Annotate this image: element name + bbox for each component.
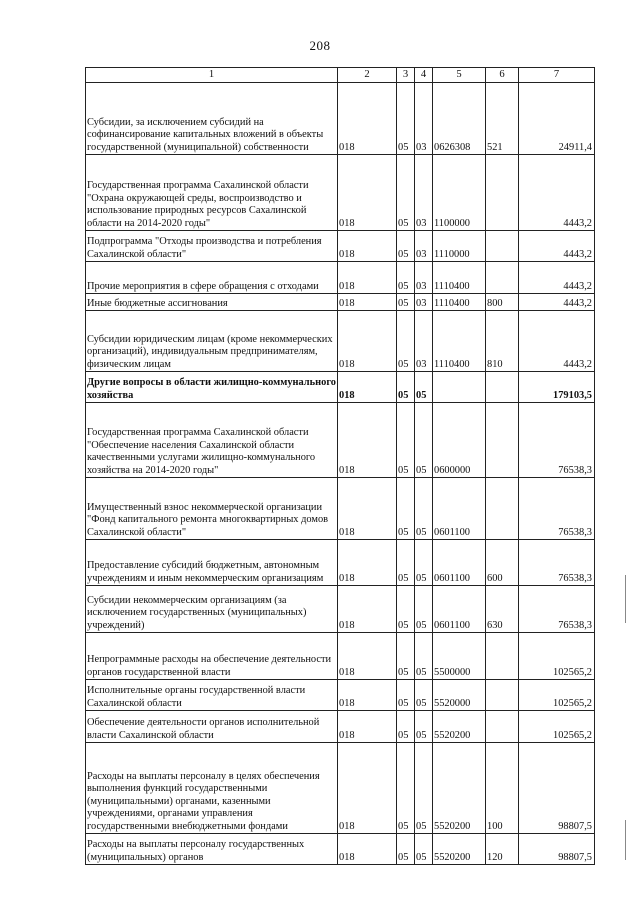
table-row [86,372,595,403]
row-pr-code: 03 [415,155,433,231]
table-header-row [86,68,595,83]
column-header-7: 7 [519,68,595,83]
column-header-4: 4 [415,68,433,83]
table-row [86,262,595,294]
row-rz-code: 05 [397,262,415,294]
row-name: Предоставление субсидий бюджетным, автономным учреждениям и иным некоммерческим организациям [86,540,338,586]
row-pr-code: 05 [415,680,433,711]
table-row [86,834,595,865]
row-gr-code: 018 [338,680,397,711]
row-csr-code: 5500000 [433,633,486,680]
row-csr-code: 1100000 [433,155,486,231]
row-csr-code: 1110000 [433,231,486,262]
row-name: Иные бюджетные ассигнования [86,294,338,311]
row-gr-code: 018 [338,231,397,262]
row-pr-code: 05 [415,540,433,586]
row-gr-code: 018 [338,262,397,294]
row-csr-code [433,372,486,403]
row-csr-code: 0600000 [433,403,486,478]
row-vr-code [486,231,519,262]
table-row [86,680,595,711]
row-sum: 98807,5 [519,834,595,865]
row-name: Расходы на выплаты персоналу в целях обеспечения выполнения функций государственными (муниципальными) органами, казенными учреждениями, органами управления государственными внебюджетными фондами [86,743,338,834]
row-csr-code: 0601100 [433,540,486,586]
row-sum: 76538,3 [519,478,595,540]
row-name: Прочие мероприятия в сфере обращения с отходами [86,262,338,294]
row-sum: 98807,5 [519,743,595,834]
row-csr-code: 0626308 [433,83,486,155]
row-gr-code: 018 [338,155,397,231]
row-rz-code: 05 [397,372,415,403]
row-name: Расходы на выплаты персоналу государственных (муниципальных) органов [86,834,338,865]
row-sum: 179103,5 [519,372,595,403]
row-csr-code: 1110400 [433,311,486,372]
row-name: Обеспечение деятельности органов исполнительной власти Сахалинской области [86,711,338,743]
row-sum: 4443,2 [519,294,595,311]
row-vr-code: 100 [486,743,519,834]
row-gr-code: 018 [338,83,397,155]
row-gr-code: 018 [338,586,397,633]
row-gr-code: 018 [338,711,397,743]
row-sum: 102565,2 [519,711,595,743]
table-row [86,711,595,743]
table-row [86,478,595,540]
row-gr-code: 018 [338,372,397,403]
row-rz-code: 05 [397,540,415,586]
row-vr-code [486,155,519,231]
row-csr-code: 5520200 [433,743,486,834]
row-csr-code: 0601100 [433,478,486,540]
row-rz-code: 05 [397,311,415,372]
row-gr-code: 018 [338,403,397,478]
row-csr-code: 1110400 [433,262,486,294]
row-pr-code: 05 [415,743,433,834]
table-row [86,294,595,311]
row-pr-code: 05 [415,633,433,680]
row-vr-code [486,403,519,478]
row-sum: 102565,2 [519,633,595,680]
row-rz-code: 05 [397,83,415,155]
table-row [86,83,595,155]
row-name: Непрограммные расходы на обеспечение деятельности органов государственной власти [86,633,338,680]
scan-edge-mark [625,820,626,860]
row-gr-code: 018 [338,311,397,372]
row-csr-code: 5520200 [433,711,486,743]
page-number: 208 [309,38,331,53]
table-row [86,743,595,834]
table-row [86,403,595,478]
row-pr-code: 03 [415,83,433,155]
row-sum: 76538,3 [519,540,595,586]
row-rz-code: 05 [397,711,415,743]
row-sum: 4443,2 [519,231,595,262]
row-name: Субсидии некоммерческим организациям (за исключением государственных (муниципальных) учреждений) [86,586,338,633]
row-pr-code: 03 [415,231,433,262]
row-name: Государственная программа Сахалинской области "Обеспечение населения Сахалинской области качественными услугами жилищно-коммунального хозяйства на 2014-2020 годы" [86,403,338,478]
row-rz-code: 05 [397,743,415,834]
row-sum: 24911,4 [519,83,595,155]
row-gr-code: 018 [338,633,397,680]
row-pr-code: 05 [415,372,433,403]
row-pr-code: 05 [415,478,433,540]
row-gr-code: 018 [338,834,397,865]
row-pr-code: 03 [415,294,433,311]
row-rz-code: 05 [397,294,415,311]
row-name: Другие вопросы в области жилищно-коммунального хозяйства [86,372,338,403]
row-rz-code: 05 [397,680,415,711]
row-rz-code: 05 [397,633,415,680]
row-gr-code: 018 [338,478,397,540]
budget-table [85,67,595,865]
table-row [86,633,595,680]
column-header-1: 1 [86,68,338,83]
column-header-5: 5 [433,68,486,83]
column-header-3: 3 [397,68,415,83]
row-gr-code: 018 [338,743,397,834]
row-gr-code: 018 [338,540,397,586]
row-csr-code: 5520200 [433,834,486,865]
row-sum: 4443,2 [519,155,595,231]
table-row [86,540,595,586]
row-vr-code: 600 [486,540,519,586]
row-rz-code: 05 [397,834,415,865]
row-vr-code: 630 [486,586,519,633]
row-gr-code: 018 [338,294,397,311]
table-row [86,155,595,231]
table-row [86,231,595,262]
row-pr-code: 05 [415,711,433,743]
row-vr-code [486,633,519,680]
row-csr-code: 5520000 [433,680,486,711]
row-vr-code [486,478,519,540]
row-sum: 4443,2 [519,262,595,294]
row-name: Субсидии юридическим лицам (кроме некоммерческих организаций), индивидуальным предпринимателям, физическим лицам [86,311,338,372]
row-csr-code: 0601100 [433,586,486,633]
column-header-6: 6 [486,68,519,83]
row-csr-code: 1110400 [433,294,486,311]
row-vr-code: 800 [486,294,519,311]
row-rz-code: 05 [397,478,415,540]
row-name: Государственная программа Сахалинской области "Охрана окружающей среды, воспроизводство и использование природных ресурсов Сахалинской области на 2014-2020 годы" [86,155,338,231]
row-vr-code [486,372,519,403]
row-pr-code: 05 [415,586,433,633]
row-vr-code: 810 [486,311,519,372]
row-pr-code: 03 [415,262,433,294]
table-row [86,311,595,372]
row-vr-code [486,680,519,711]
row-sum: 76538,3 [519,586,595,633]
scan-edge-mark [625,575,626,623]
row-rz-code: 05 [397,403,415,478]
row-vr-code: 521 [486,83,519,155]
row-pr-code: 05 [415,834,433,865]
row-vr-code [486,262,519,294]
row-name: Подпрограмма "Отходы производства и потребления Сахалинской области" [86,231,338,262]
row-rz-code: 05 [397,586,415,633]
row-vr-code: 120 [486,834,519,865]
row-sum: 4443,2 [519,311,595,372]
row-vr-code [486,711,519,743]
row-pr-code: 03 [415,311,433,372]
row-sum: 76538,3 [519,403,595,478]
row-rz-code: 05 [397,231,415,262]
row-pr-code: 05 [415,403,433,478]
row-name: Исполнительные органы государственной власти Сахалинской области [86,680,338,711]
row-sum: 102565,2 [519,680,595,711]
row-name: Имущественный взнос некоммерческой организации "Фонд капитального ремонта многоквартирных домов Сахалинской области" [86,478,338,540]
table-row [86,586,595,633]
row-name: Субсидии, за исключением субсидий на софинансирование капитальных вложений в объекты государственной (муниципальной) собственности [86,83,338,155]
row-rz-code: 05 [397,155,415,231]
column-header-2: 2 [338,68,397,83]
